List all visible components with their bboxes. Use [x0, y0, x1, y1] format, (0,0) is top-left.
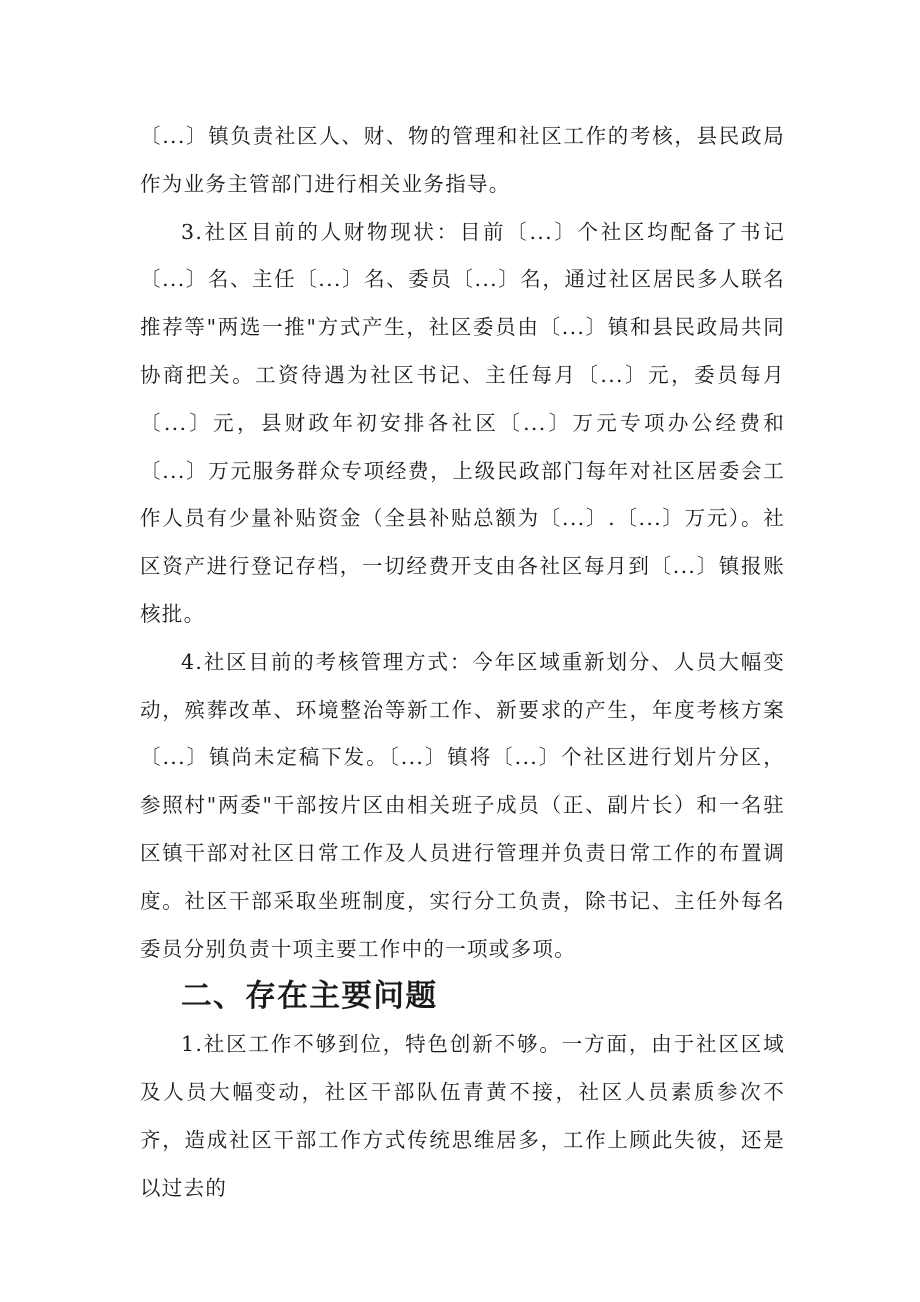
paragraph-item-4: 4.社区目前的考核管理方式：今年区域重新划分、人员大幅变动，殡葬改革、环境整治等新工作、新要求的产生，年度考核方案〔...〕镇尚未定稿下发。〔...〕镇将〔...〕个社区进行划片分区，参照村"两委"干部按片区由相关班子成员（正、副片长）和一名驻区镇干部对社区日常工作及人员进行管理并负责日常工作的布置调度。社区干部采取坐班制度，实行分工负责，除书记、主任外每名委员分别负责十项主要工作中的一项或多项。	[140, 649, 785, 961]
document-body	[140, 113, 785, 1212]
paragraph-problem-1: 1.社区工作不够到位，特色创新不够。一方面，由于社区区域及人员大幅变动，社区干部队伍青黄不接，社区人员素质参次不齐，造成社区干部工作方式传统思维居多，工作上顾此失彼，还是以过去的	[140, 1032, 785, 1200]
paragraph-continuation: 〔...〕镇负责社区人、财、物的管理和社区工作的考核，县民政局作为业务主管部门进行相关业务指导。	[140, 124, 785, 196]
section-heading: 二、存在主要问题	[181, 978, 438, 1015]
paragraph-item-3: 3.社区目前的人财物现状：目前〔...〕个社区均配备了书记〔...〕名、主任〔...〕名、委员〔...〕名，通过社区居民多人联名推荐等"两选一推"方式产生，社区委员由〔...〕镇和县民政局共同协商把关。工资待遇为社区书记、主任每月〔...〕元，委员每月〔...〕元，县财政年初安排各社区〔...〕万元专项办公经费和〔...〕万元服务群众专项经费，上级民政部门每年对社区居委会工作人员有少量补贴资金（全县补贴总额为〔...〕.〔...〕万元）。社区资产进行登记存档，一切经费开支由各社区每月到〔...〕镇报账核批。	[140, 219, 785, 626]
